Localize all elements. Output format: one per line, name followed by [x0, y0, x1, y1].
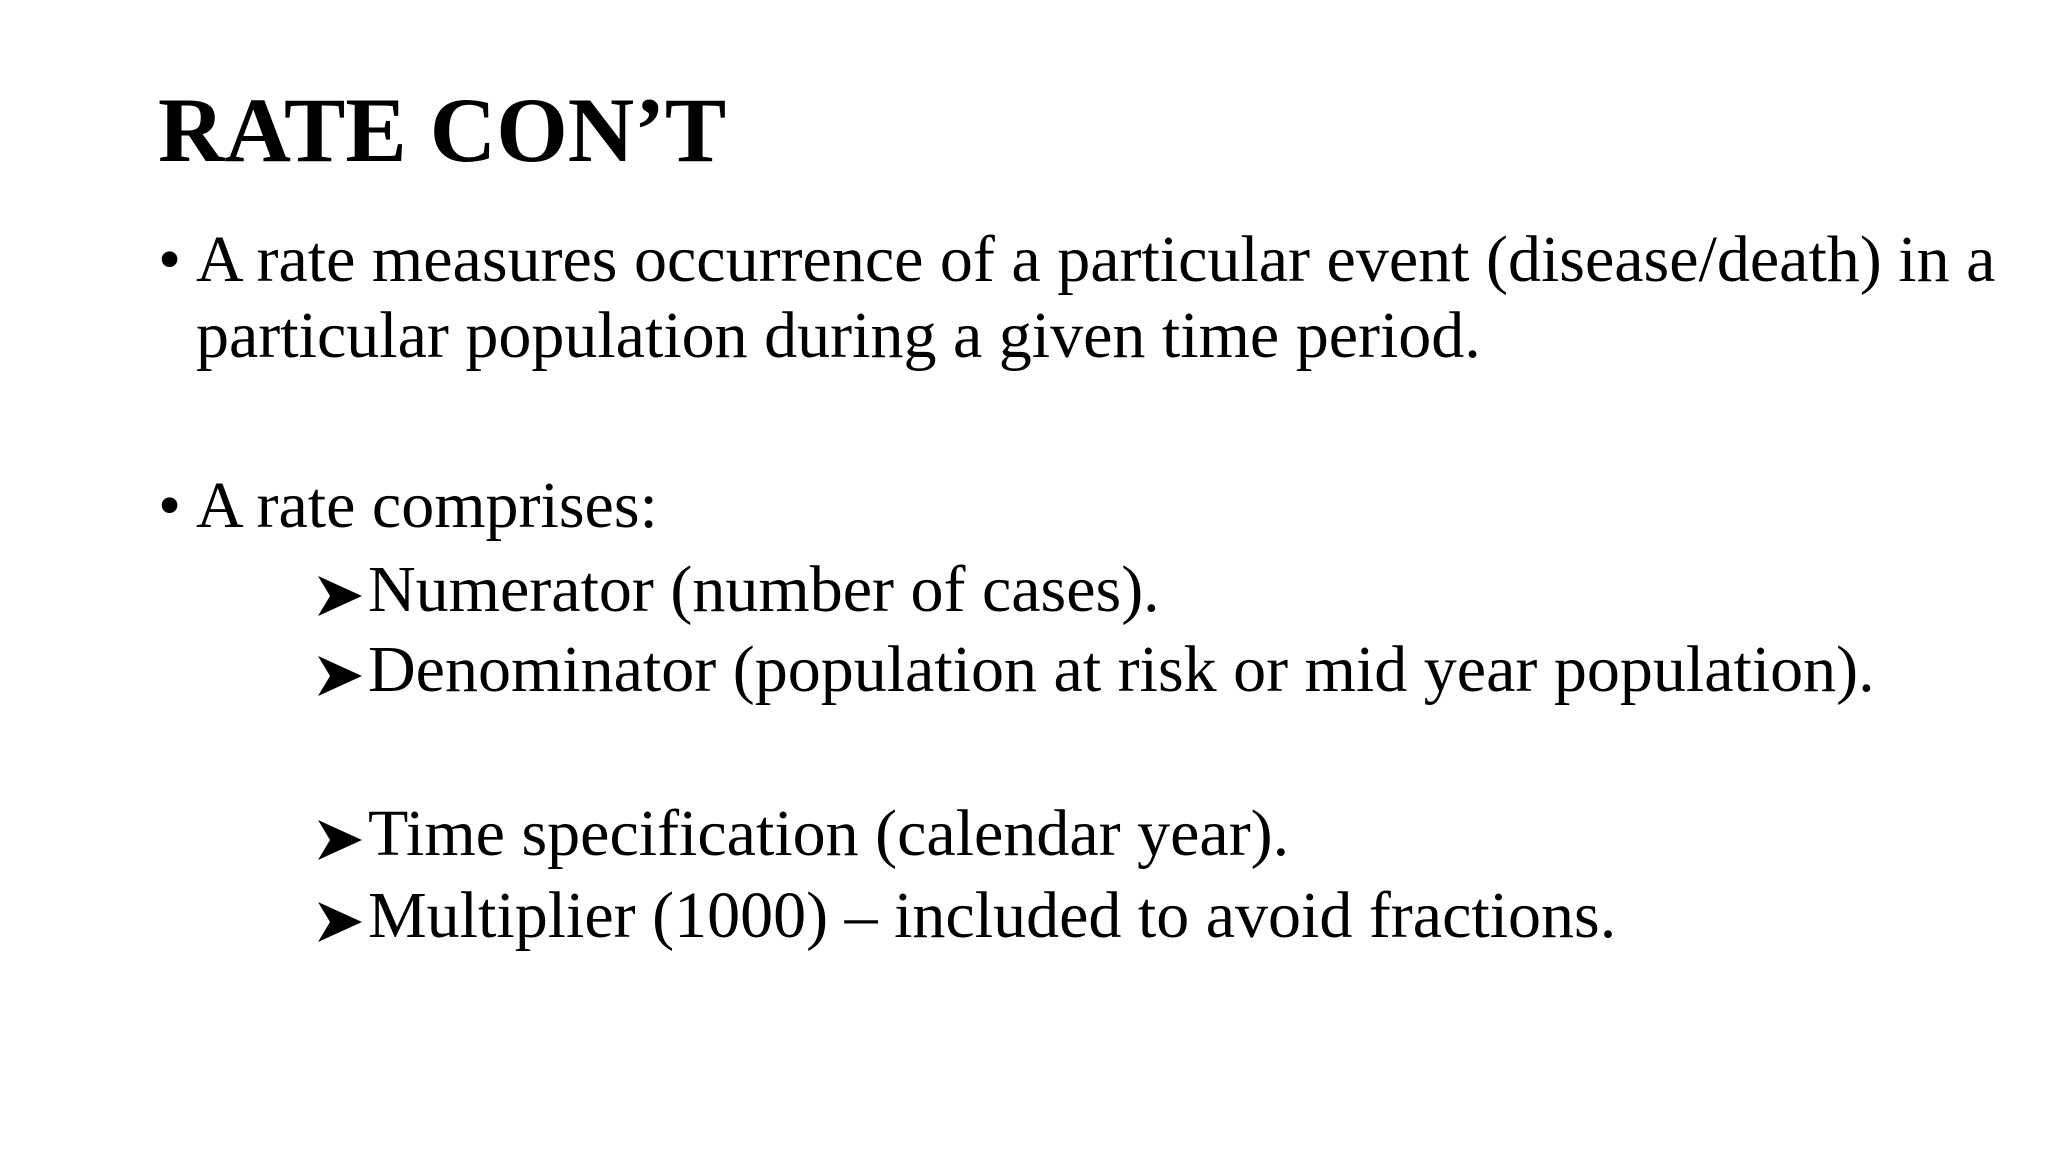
- sub-bullet-text: Time specification (calendar year).: [368, 797, 1290, 870]
- arrowhead-bullet-icon: [316, 552, 368, 628]
- arrowhead-bullet-icon: [316, 632, 368, 708]
- sub-bullet-text: Numerator (number of cases).: [368, 553, 1160, 626]
- bullet-marker: •: [158, 223, 182, 296]
- bullet-text: A rate measures occurrence of a particular event (disease/death) in a particular population during a given time period.: [196, 223, 1996, 372]
- sub-bullet-text: Multiplier (1000) – included to avoid fractions.: [368, 879, 1617, 952]
- bullet-item: [158, 468, 1998, 544]
- bullet-text: A rate comprises:: [196, 469, 658, 542]
- sub-bullet-item: [316, 552, 1936, 628]
- bullet-item: [158, 222, 1998, 374]
- bullet-marker: •: [158, 469, 182, 542]
- sub-bullet-item: [316, 796, 1936, 872]
- arrowhead-bullet-icon: [316, 878, 368, 954]
- slide-title: RATE CON’T: [158, 79, 727, 181]
- sub-bullet-text: Denominator (population at risk or mid year population).: [368, 633, 1875, 706]
- sub-bullet-item: [316, 878, 1936, 954]
- sub-bullet-item: [316, 632, 1936, 708]
- arrowhead-bullet-icon: [316, 796, 368, 872]
